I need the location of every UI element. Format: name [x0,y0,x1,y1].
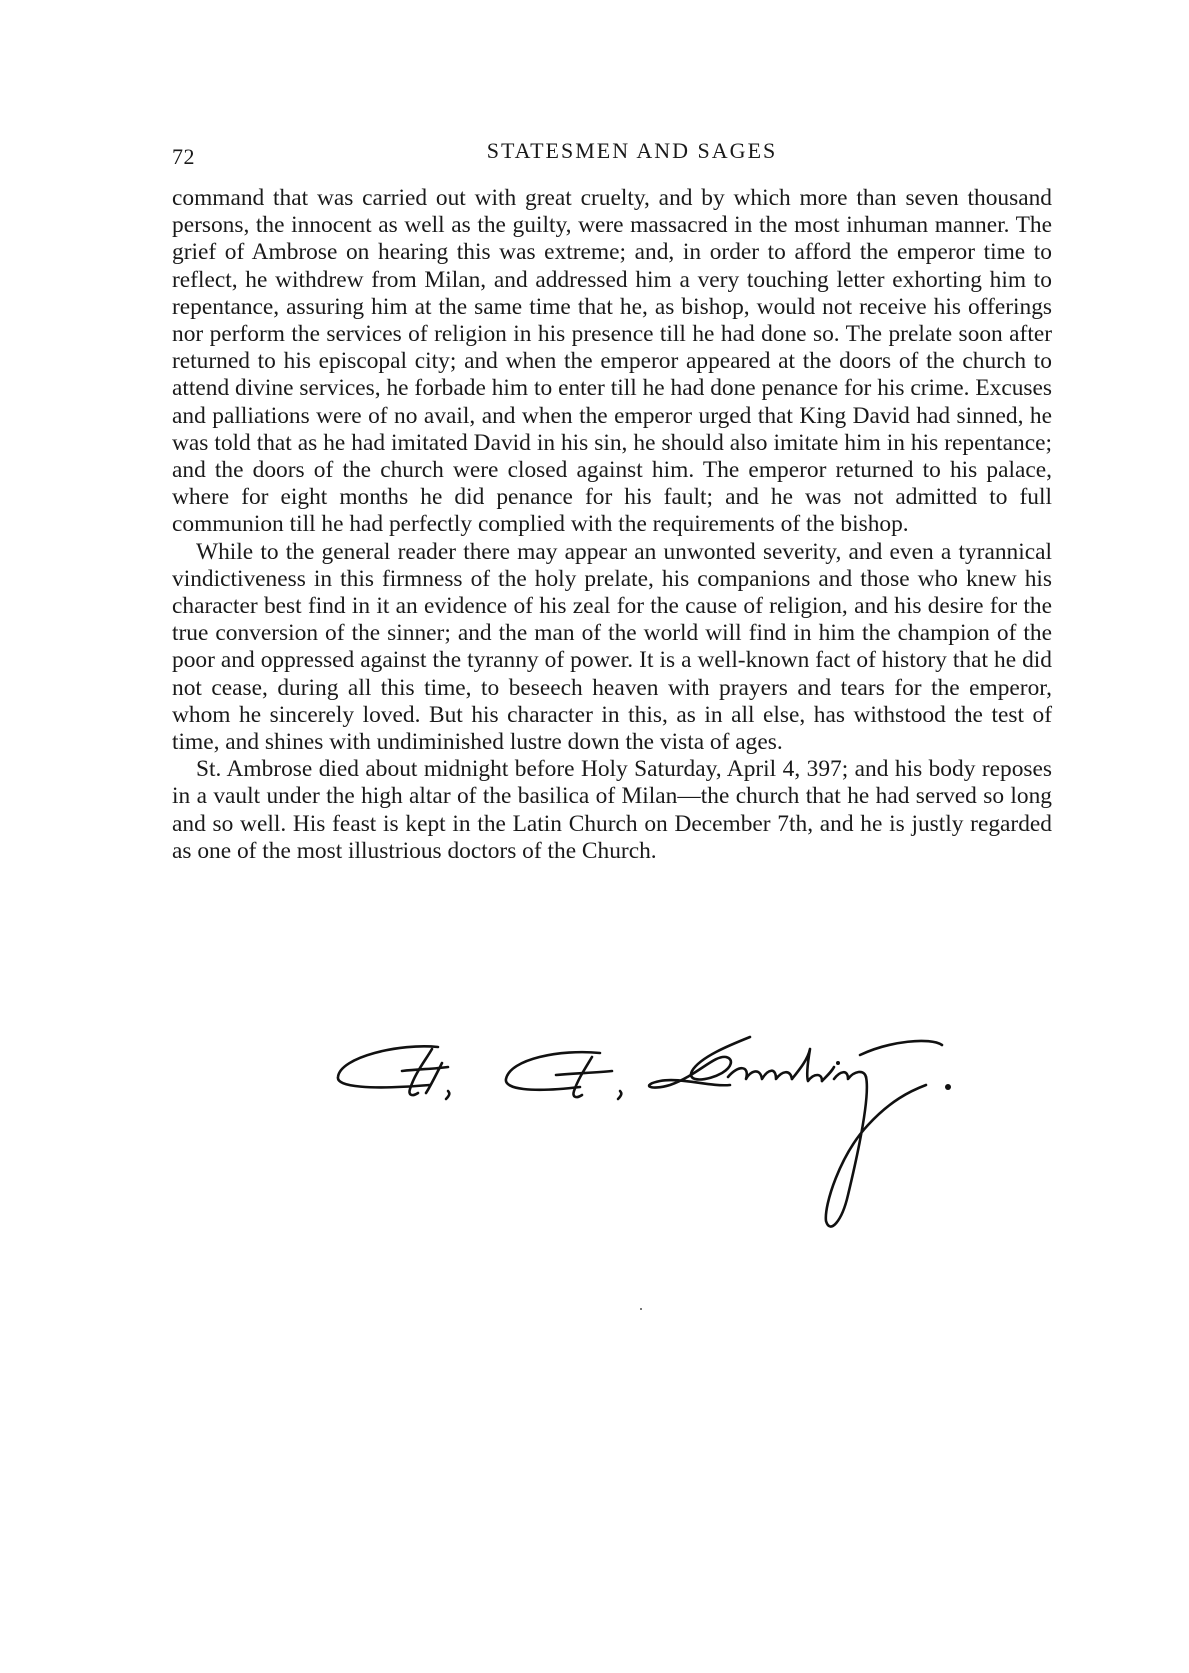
signature-drawing [330,1035,1050,1250]
running-head: STATESMEN AND SAGES [486,138,778,163]
author-signature [330,1035,1050,1250]
page-number: 72 [172,144,195,169]
paragraph-1: command that was carried out with great cruelty, and by which more than seven thousand persons, the innocent as well as the guilty, were massacred in the most inhuman manner. The grief of Ambrose on hearing this was extreme; and, in order to afford the emperor time to reflect, he withdrew from Milan, and addressed him a very touching letter exhorting him to repentance, assuring him at the same time that he, as bishop, would not receive his offerings nor perform the services of religion in his presence till he had done so. The prelate soon after returned to his episcopal city; and when the emperor appeared at the doors of the church to attend divine services, he forbade him to enter till he had done penance for his crime. Excuses and palliations were of no avail, and when the emperor urged that King David had sinned, he was told that as he had imitated David in his sin, he should also imitate him in his repentance; and the doors of the church were closed against him. The emperor returned to his palace, where for eight months he did penance for his fault; and he was not admitted to full communion till he had perfectly complied with the requirements of the bishop. [172,185,1052,538]
paragraph-3: St. Ambrose died about midnight before Holy Saturday, April 4, 397; and his body reposes in a vault under the high altar of the basilica of Milan—the church that he had served so long and so well. His feast is kept in the Latin Church on December 7th, and he is justly regarded as one of the most illustrious doctors of the Church. [172,756,1052,864]
paragraph-2: While to the general reader there may appear an unwonted severity, and even a tyrannical vindictiveness in this firmness of the holy prelate, his companions and those who knew his character best find in it an evidence of his zeal for the cause of religion, and his desire for the true conversion of the sinner; and the man of the world will find in him the champion of the poor and oppressed against the tyranny of power. It is a well-known fact of history that he did not cease, during all this time, to beseech heaven with prayers and tears for the emperor, whom he sincerely loved. But his character in this, as in all else, has withstood the test of time, and shines with undiminished lustre down the vista of ages. [172,538,1052,756]
page-speck [640,1308,642,1310]
page-header [172,138,1052,172]
body-text [172,185,1052,865]
